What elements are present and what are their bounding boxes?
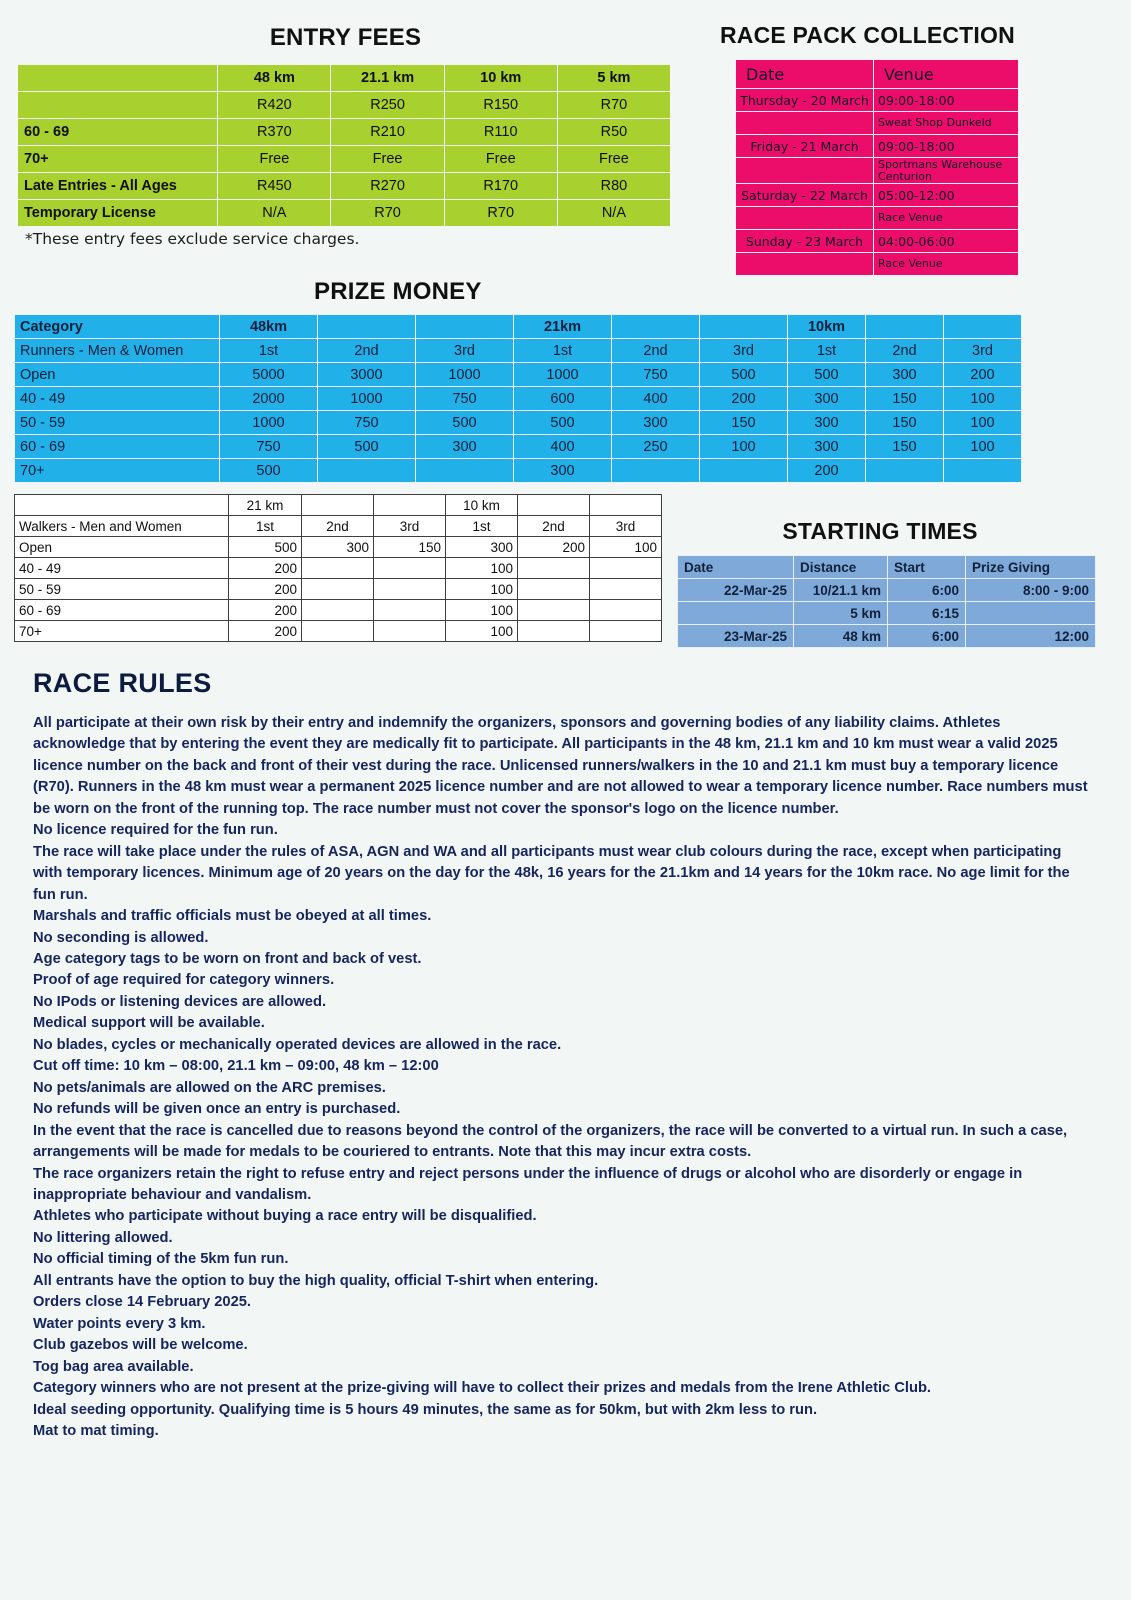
prize-money-row [15,363,1022,387]
race-pack-date: Saturday - 22 March [736,184,874,207]
entry-fees-value: R250 [331,92,444,119]
race-pack-row [736,184,1019,207]
entry-fees-value: N/A [557,200,670,227]
race-pack-venue: Sweat Shop Dunkeld [874,112,1019,135]
race-rule-paragraph: No licence required for the fun run. [33,822,278,839]
prize-money-value: 200 [700,387,788,411]
walkers-prize-section [14,494,657,642]
entry-fees-value: R70 [557,92,670,119]
prize-money-value: 100 [944,435,1022,459]
walkers-place-header: 1st [229,516,302,537]
walkers-row [15,600,662,621]
race-rule-paragraph: All participate at their own risk by their entry and indemnify the organizers, sponsors and governing bodies of any liability claims. Athletes acknowledge that by entering the event they are medically fit to participate. All participants in the 48 km, 21.1 km and 10 km must wear a valid 2025 licence number on the back and front of their vest during the race. Unlicensed runners/walkers in the 10 and 21.1 km must buy a temporary licence (R70). Runners in the 48 km must wear a permanent 2025 licence number and are not allowed to wear a temporary licence number. Race numbers must be worn on the front of the running top. The race number must not cover the sponsor's logo on the licence number. [33,715,1088,817]
entry-fees-value: R50 [557,119,670,146]
race-rule-paragraph: Proof of age required for category winners. [33,972,335,989]
race-rule-paragraph: No official timing of the 5km fun run. [33,1251,289,1268]
entry-fees-value: R270 [331,173,444,200]
walkers-distance-header [518,495,590,516]
race-rule-paragraph: Water points every 3 km. [33,1315,206,1332]
race-rule-paragraph: The race will take place under the rules of ASA, AGN and WA and all participants must wear club colours during the race, except when participating with temporary licences. Minimum age of 20 years on the day for the 48k, 16 years for the 21.1km and 14 years for the 10km race. No age limit for the fun run. [33,843,1070,903]
entry-fees-title: ENTRY FEES [269,24,422,51]
race-pack-date: Sunday - 23 March [736,230,874,253]
starting-times-title: STARTING TIMES [782,518,978,544]
walkers-value: 200 [229,621,302,642]
prize-money-value: 500 [788,363,866,387]
race-rule-paragraph: All entrants have the option to buy the high quality, official T-shirt when entering. [33,1272,599,1289]
race-pack-row [736,89,1019,112]
entry-fees-row [18,146,671,173]
race-pack-header-row [736,60,1019,89]
prize-money-place-header-row [15,339,1022,363]
walkers-prize-table [14,494,662,642]
walkers-value: 200 [229,600,302,621]
prize-money-value: 300 [514,459,612,483]
prize-money-distance-header: 10km [788,315,866,339]
prize-money-distance-header [866,315,944,339]
race-pack-venue: Sportmans Warehouse Centurion [874,158,1019,184]
race-rule-paragraph: In the event that the race is cancelled due to reasons beyond the control of the organizers, the race will be converted to a virtual run. In such a case, arrangements will be made for medals to be couriered to entrants. Note that this may incur extra costs. [33,1122,1068,1161]
walkers-value: 100 [446,558,518,579]
walkers-row [15,621,662,642]
walkers-place-header: 3rd [590,516,662,537]
starting-times-table [677,555,1096,648]
walkers-value [374,600,446,621]
starting-times-date: 23-Mar-25 [678,625,794,648]
starting-times-prize-giving: 8:00 - 9:00 [966,579,1096,602]
prize-money-place-header: 2nd [318,339,416,363]
race-rules-body [33,713,1093,1442]
entry-fees-row [18,200,671,227]
starting-times-date [678,602,794,625]
entry-fees-column-header: 5 km [557,65,670,92]
prize-money-value: 750 [612,363,700,387]
entry-fees-value: R110 [444,119,557,146]
prize-money-place-header: 2nd [612,339,700,363]
prize-money-value [612,459,700,483]
walkers-value [590,558,662,579]
prize-money-row-label: 50 - 59 [15,411,220,435]
walkers-value [374,558,446,579]
entry-fees-row-label [18,92,218,119]
walkers-row [15,579,662,600]
entry-fees-column-header: 21.1 km [331,65,444,92]
race-pack-row [736,207,1019,230]
race-rule-paragraph: No littering allowed. [33,1229,173,1246]
walkers-distance-header [15,495,229,516]
walkers-value: 300 [446,537,518,558]
race-rule-paragraph: Medical support will be available. [33,1015,265,1032]
prize-money-distance-header: 21km [514,315,612,339]
entry-fees-value: R70 [331,200,444,227]
walkers-row-label: 40 - 49 [15,558,229,579]
entry-fees-value: R170 [444,173,557,200]
prize-money-value: 5000 [220,363,318,387]
prize-money-place-header: 3rd [416,339,514,363]
walkers-place-header: 3rd [374,516,446,537]
prize-money-row-label: 40 - 49 [15,387,220,411]
starting-times-section [660,518,1110,648]
prize-money-row-label: Open [15,363,220,387]
race-pack-date: Friday - 21 March [736,135,874,158]
prize-money-value: 100 [944,387,1022,411]
entry-fees-value: R420 [218,92,331,119]
prize-money-place-header: 3rd [944,339,1022,363]
walkers-value [590,621,662,642]
prize-money-value: 300 [788,387,866,411]
starting-times-prize-giving [966,602,1096,625]
walkers-value: 150 [374,537,446,558]
prize-money-value: 400 [514,435,612,459]
walkers-value [590,579,662,600]
entry-fees-note: *These entry fees exclude service charges. [25,230,360,248]
race-pack-column-header: Venue [874,60,1019,89]
prize-money-distance-header [416,315,514,339]
prize-money-place-header: 1st [788,339,866,363]
walkers-distance-header-row [15,495,662,516]
race-pack-venue: 09:00-18:00 [874,135,1019,158]
entry-fees-row-label: Late Entries - All Ages [18,173,218,200]
prize-money-row [15,411,1022,435]
entry-fees-value: Free [557,146,670,173]
prize-money-distance-header [318,315,416,339]
prize-money-place-header: 1st [220,339,318,363]
prize-money-section [14,278,1019,483]
race-pack-collection-section [718,22,1118,276]
prize-money-value: 200 [788,459,866,483]
entry-fees-row-label: 70+ [18,146,218,173]
prize-money-value: 1000 [220,411,318,435]
race-rule-paragraph: Category winners who are not present at the prize-giving will have to collect their prizes and medals from the Irene Athletic Club. [33,1380,932,1397]
prize-money-value: 500 [514,411,612,435]
starting-times-row [678,625,1096,648]
prize-money-value [416,459,514,483]
prize-money-value: 750 [416,387,514,411]
walkers-value [374,579,446,600]
walkers-value: 300 [302,537,374,558]
walkers-place-header: Walkers - Men and Women [15,516,229,537]
race-rule-paragraph: Marshals and traffic officials must be obeyed at all times. [33,908,432,925]
walkers-value: 100 [446,579,518,600]
race-pack-venue: Race Venue [874,253,1019,276]
prize-money-distance-header-row [15,315,1022,339]
walkers-row [15,537,662,558]
prize-money-title: PRIZE MONEY [314,278,482,305]
race-pack-row [736,253,1019,276]
entry-fees-row [18,92,671,119]
walkers-value: 200 [229,558,302,579]
walkers-value [590,600,662,621]
entry-fees-row [18,119,671,146]
prize-money-value: 300 [612,411,700,435]
race-rule-paragraph: Age category tags to be worn on front and back of vest. [33,950,422,967]
prize-money-value [944,459,1022,483]
walkers-place-header: 2nd [302,516,374,537]
race-rule-paragraph: Cut off time: 10 km – 08:00, 21.1 km – 09:00, 48 km – 12:00 [33,1058,439,1075]
walkers-value [302,600,374,621]
entry-fees-row-label: Temporary License [18,200,218,227]
race-rule-paragraph: The race organizers retain the right to refuse entry and reject persons under the influence of drugs or alcohol who are disorderly or engage in inappropriate behaviour and vandalism. [33,1165,1023,1203]
entry-fees-column-header: 48 km [218,65,331,92]
race-rule-paragraph: No refunds will be given once an entry is purchased. [33,1101,401,1118]
walkers-value: 100 [446,621,518,642]
starting-times-prize-giving: 12:00 [966,625,1096,648]
race-pack-date [736,253,874,276]
starting-times-column-header: Distance [794,556,888,579]
walkers-value [518,621,590,642]
prize-money-value: 100 [700,435,788,459]
prize-money-value: 600 [514,387,612,411]
prize-money-place-header: Runners - Men & Women [15,339,220,363]
walkers-distance-header: 10 km [446,495,518,516]
prize-money-value: 2000 [220,387,318,411]
race-pack-column-header: Date [736,60,874,89]
race-pack-row [736,230,1019,253]
prize-money-value [700,459,788,483]
race-pack-table [735,59,1019,276]
walkers-row [15,558,662,579]
walkers-value [302,558,374,579]
prize-money-value: 500 [416,411,514,435]
prize-money-table [14,314,1022,483]
race-pack-venue: 09:00-18:00 [874,89,1019,112]
prize-money-value: 1000 [318,387,416,411]
walkers-value: 100 [590,537,662,558]
starting-times-start: 6:15 [888,602,966,625]
entry-fees-section [17,24,674,248]
prize-money-value: 750 [318,411,416,435]
entry-fees-value: R70 [444,200,557,227]
walkers-distance-header [590,495,662,516]
prize-money-value [318,459,416,483]
starting-times-row [678,602,1096,625]
race-rule-paragraph: Mat to mat timing. [33,1422,159,1439]
walkers-value [518,579,590,600]
prize-money-place-header: 3rd [700,339,788,363]
prize-money-value: 300 [788,435,866,459]
entry-fees-value: Free [444,146,557,173]
prize-money-value: 1000 [514,363,612,387]
prize-money-value: 500 [220,459,318,483]
prize-money-value [866,459,944,483]
entry-fees-header-row [18,65,671,92]
race-pack-row [736,158,1019,184]
walkers-value: 500 [229,537,302,558]
prize-money-value: 300 [866,363,944,387]
race-rule-paragraph: Athletes who participate without buying a race entry will be disqualified. [33,1208,537,1225]
prize-money-distance-header: Category [15,315,220,339]
prize-money-value: 100 [944,411,1022,435]
starting-times-start: 6:00 [888,579,966,602]
walkers-row-label: 70+ [15,621,229,642]
prize-money-place-header: 2nd [866,339,944,363]
starting-times-header-row [678,556,1096,579]
entry-fees-value: R370 [218,119,331,146]
walkers-value: 200 [229,579,302,600]
prize-money-value: 200 [944,363,1022,387]
prize-money-distance-header [944,315,1022,339]
prize-money-row-label: 60 - 69 [15,435,220,459]
race-rule-paragraph: No blades, cycles or mechanically operated devices are allowed in the race. [33,1036,562,1053]
prize-money-value: 150 [700,411,788,435]
entry-fees-value: Free [218,146,331,173]
starting-times-distance: 48 km [794,625,888,648]
race-pack-date: Thursday - 20 March [736,89,874,112]
starting-times-start: 6:00 [888,625,966,648]
starting-times-column-header: Start [888,556,966,579]
race-pack-venue: 05:00-12:00 [874,184,1019,207]
entry-fees-value: N/A [218,200,331,227]
race-rule-paragraph: Club gazebos will be welcome. [33,1337,248,1354]
race-rule-paragraph: No pets/animals are allowed on the ARC premises. [33,1079,386,1096]
walkers-value: 200 [518,537,590,558]
entry-fees-row [18,173,671,200]
race-pack-title: RACE PACK COLLECTION [720,22,1015,48]
prize-money-value: 1000 [416,363,514,387]
walkers-distance-header: 21 km [229,495,302,516]
race-rules-title: RACE RULES [33,668,212,698]
starting-times-date: 22-Mar-25 [678,579,794,602]
walkers-place-header-row [15,516,662,537]
race-pack-date [736,112,874,135]
walkers-value: 100 [446,600,518,621]
starting-times-column-header: Date [678,556,794,579]
race-pack-venue: Race Venue [874,207,1019,230]
entry-fees-value: R210 [331,119,444,146]
prize-money-place-header: 1st [514,339,612,363]
walkers-distance-header [374,495,446,516]
walkers-value [302,579,374,600]
entry-fees-value: R80 [557,173,670,200]
prize-money-value: 150 [866,411,944,435]
prize-money-value: 300 [416,435,514,459]
race-pack-date [736,158,874,184]
starting-times-column-header: Prize Giving [966,556,1096,579]
entry-fees-column-header [18,65,218,92]
walkers-distance-header [302,495,374,516]
prize-money-value: 3000 [318,363,416,387]
entry-fees-row-label: 60 - 69 [18,119,218,146]
race-rule-paragraph: Tog bag area available. [33,1358,194,1375]
prize-money-value: 150 [866,435,944,459]
race-pack-date [736,207,874,230]
prize-money-value: 250 [612,435,700,459]
walkers-row-label: Open [15,537,229,558]
prize-money-value: 400 [612,387,700,411]
race-pack-row [736,135,1019,158]
walkers-value [374,621,446,642]
prize-money-value: 300 [788,411,866,435]
entry-fees-value: R450 [218,173,331,200]
prize-money-distance-header: 48km [220,315,318,339]
walkers-place-header: 2nd [518,516,590,537]
prize-money-row [15,459,1022,483]
walkers-value [518,558,590,579]
race-rule-paragraph: Ideal seeding opportunity. Qualifying time is 5 hours 49 minutes, the same as for 50km, but with 2km less to run. [33,1401,818,1418]
prize-money-value: 750 [220,435,318,459]
walkers-value [518,600,590,621]
starting-times-distance: 10/21.1 km [794,579,888,602]
prize-money-distance-header [612,315,700,339]
race-pack-venue: 04:00-06:00 [874,230,1019,253]
entry-fees-value: R150 [444,92,557,119]
prize-money-row-label: 70+ [15,459,220,483]
prize-money-value: 500 [700,363,788,387]
walkers-place-header: 1st [446,516,518,537]
race-rule-paragraph: No IPods or listening devices are allowed. [33,993,327,1010]
race-rule-paragraph: No seconding is allowed. [33,929,209,946]
walkers-row-label: 50 - 59 [15,579,229,600]
race-pack-row [736,112,1019,135]
prize-money-value: 500 [318,435,416,459]
starting-times-row [678,579,1096,602]
entry-fees-table [17,64,671,227]
prize-money-value: 150 [866,387,944,411]
prize-money-row [15,435,1022,459]
entry-fees-column-header: 10 km [444,65,557,92]
starting-times-distance: 5 km [794,602,888,625]
race-rules-section [33,668,1093,1442]
entry-fees-value: Free [331,146,444,173]
race-rule-paragraph: Orders close 14 February 2025. [33,1294,251,1311]
prize-money-row [15,387,1022,411]
walkers-row-label: 60 - 69 [15,600,229,621]
prize-money-distance-header [700,315,788,339]
walkers-value [302,621,374,642]
